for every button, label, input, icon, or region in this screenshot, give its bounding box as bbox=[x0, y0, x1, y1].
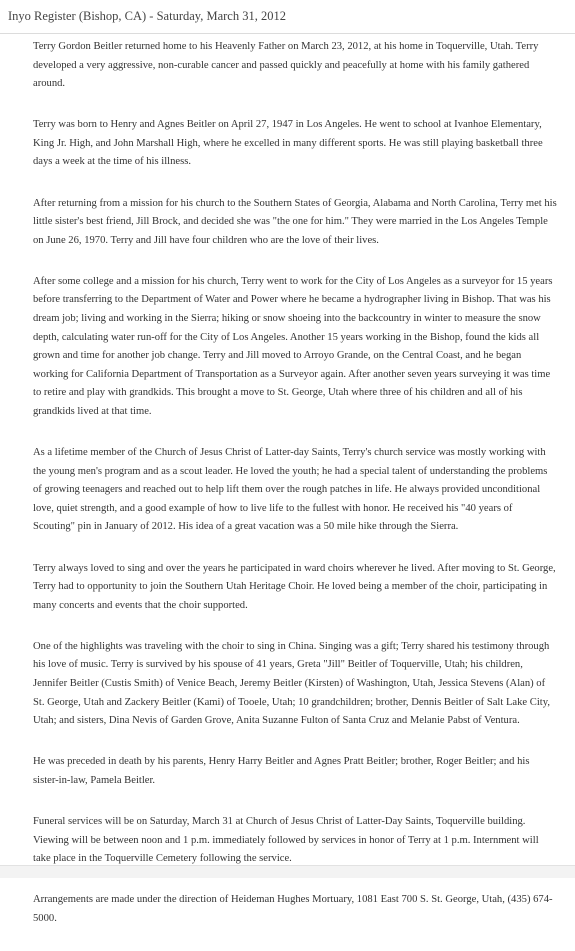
paragraph-arrangements: Arrangements are made under the direction of Heideman Hughes Mortuary, 1081 East 700 S. St. George, Utah, (435) 674-5000. bbox=[33, 894, 553, 924]
page-header bbox=[0, 0, 575, 34]
paragraph-death-announcement: Terry Gordon Beitler returned home to his Heavenly Father on March 23, 2012, at his home in Toquerville, Utah. Terry developed a very aggressive, non-curable cancer and passed quickly and peacefully at home with his family gathered around. bbox=[33, 41, 539, 90]
paragraph-career: After some college and a mission for his church, Terry went to work for the City of Los Angeles as a surveyor for 15 years before transferring to the Department of Water and Power where he became a hydrographer living in Bishop. That was his dream job; living and working in the Sierra; hiking or snow shoeing into the backcountry in winter to measure the snow depth, calculating water run-off for the City of Los Angeles. Another 15 years working in the Bishop, found the kids all grown and time for another job change. Terry and Jill moved to Arroyo Grande, on the Central Coast, and he began working for California Department of Transportation as a Surveyor again. After another seven years surveying it was time to retire and play with grandkids. This brought a move to St. George, Utah where three of his children and all of his grandkids lived at that time. bbox=[33, 275, 553, 417]
horizontal-scrollbar[interactable] bbox=[0, 865, 575, 878]
paragraph-preceded-in-death: He was preceded in death by his parents, Henry Harry Beitler and Agnes Pratt Beitler; brother, Roger Beitler; and his sister-in-law, Pamela Beitler. bbox=[33, 756, 530, 786]
publication-title: Inyo Register (Bishop, CA) - Saturday, March 31, 2012 bbox=[8, 9, 286, 23]
paragraph-mission-and-marriage: After returning from a mission for his church to the Southern States of Georgia, Alabama and North Carolina, Terry met his little sister's best friend, Jill Brock, and decided she was "the one for him." They were married in the Los Angeles Temple on June 26, 1970. Terry and Jill have four children who are the love of their lives. bbox=[33, 197, 557, 246]
paragraph-birth-and-school: Terry was born to Henry and Agnes Beitler on April 27, 1947 in Los Angeles. He went to school at Ivanhoe Elementary, King Jr. High, and John Marshall High, where he excelled in many different sports. He was still playing basketball three days a week at the time of his illness. bbox=[33, 119, 543, 168]
obituary-article bbox=[33, 38, 557, 951]
paragraph-survivors: One of the highlights was traveling with the choir to sing in China. Singing was a gift; Terry shared his testimony through his love of music. Terry is survived by his spouse of 41 years, Greta "Jill" Beitler of Toquerville, Utah; his children, Jennifer Beitler (Custis Smith) of Venice Beach, Jeremy Beitler (Kirsten) of Washington, Utah, Jessica Stevens (Alan) of St. George, Utah and Zackery Beitler (Kami) of Tooele, Utah; 10 grandchildren; brother, Dennis Beitler of Salt Lake City, Utah; and sisters, Dina Nevis of Garden Grove, Anita Suzanne Fulton of Santa Cruz and Melanie Pabst of Ventura. bbox=[33, 640, 550, 727]
paragraph-church-service: As a lifetime member of the Church of Jesus Christ of Latter-day Saints, Terry's church service was mostly working with the young men's program and as a scout leader. He loved the youth; he had a special talent of understanding the problems of growing teenagers and reached out to help lift them over the rough patches in life. He always provided unconditional love, quiet strength, and a good example of how to live life to the fullest with honor. He received his "40 years of Scouting" pin in January of 2012. His idea of a great vacation was a 50 mile hike through the Sierra. bbox=[33, 447, 548, 533]
paragraph-funeral-services: Funeral services will be on Saturday, March 31 at Church of Jesus Christ of Latter-Day Saints, Toquerville building. Viewing will be between noon and 1 p.m. immediately followed by services in honor of Terry at 1 p.m. Internment will take place in the Toquerville Cemetery following the service. bbox=[33, 816, 539, 865]
paragraph-choir: Terry always loved to sing and over the years he participated in ward choirs wherever he lived. After moving to St. George, Terry had to opportunity to join the Southern Utah Heritage Choir. He loved being a member of the choir, participating in many concerts and events that the choir supported. bbox=[33, 562, 556, 611]
